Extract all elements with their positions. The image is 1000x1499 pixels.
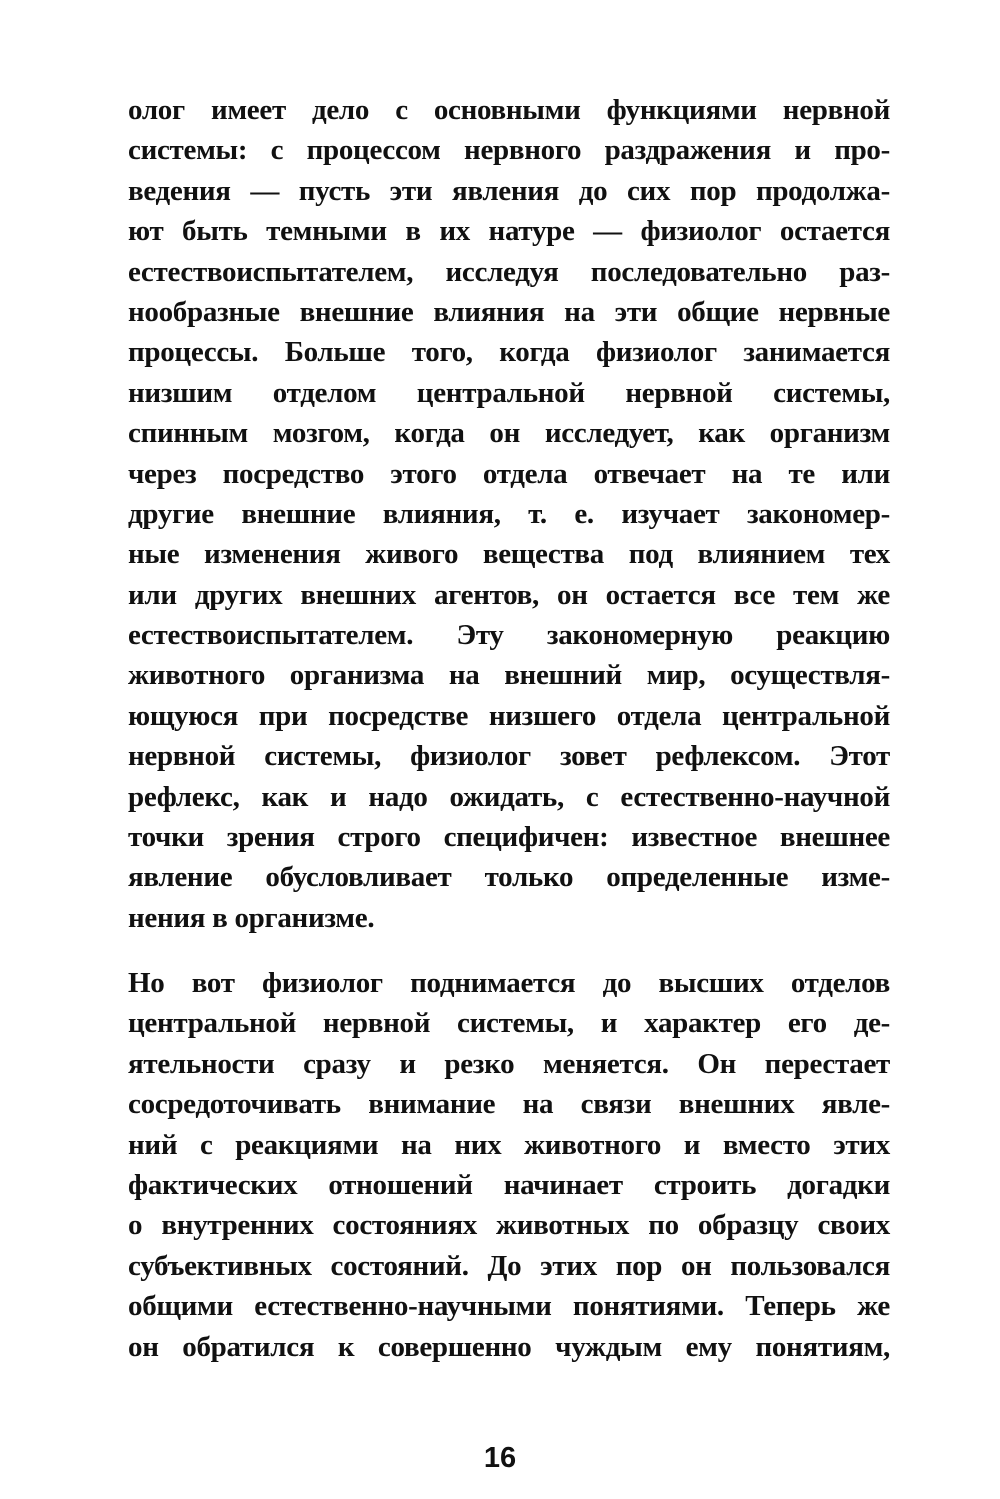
text-line: или других внешних агентов, он остается все тем же xyxy=(128,578,890,611)
text-line: он обратился к совершенно чуждым ему понятиям, xyxy=(128,1330,890,1363)
text-line: ведения — пусть эти явления до сих пор продолжа- xyxy=(128,174,890,207)
text-line: низшим отделом центральной нервной системы, xyxy=(128,376,890,409)
text-line: естествоиспытателем. Эту закономерную реакцию xyxy=(128,619,890,652)
text-line: ний с реакциями на них животного и вместо этих xyxy=(128,1128,890,1161)
text-line: ные изменения живого вещества под влиянием тех xyxy=(128,538,890,571)
text-line: процессы. Больше того, когда физиолог занимается xyxy=(128,336,890,369)
text-line: сосредоточивать внимание на связи внешних явле- xyxy=(128,1088,890,1121)
text-line: естествоиспытателем, исследуя последовательно раз- xyxy=(128,255,890,288)
text-line: системы: с процессом нервного раздражения и про- xyxy=(128,134,890,167)
paragraph-1 xyxy=(128,90,890,938)
text-line: Но вот физиолог поднимается до высших отделов xyxy=(128,967,890,999)
page-number: 16 xyxy=(483,1442,517,1474)
text-line: общими естественно-научными понятиями. Теперь же xyxy=(128,1290,890,1323)
text-line: субъективных состояний. До этих пор он пользовался xyxy=(128,1249,890,1282)
text-line: точки зрения строго специфичен: известное внешнее xyxy=(128,821,890,854)
text-line: ют быть темными в их натуре — физиолог остается xyxy=(128,215,890,248)
text-line: центральной нервной системы, и характер его де- xyxy=(128,1007,890,1040)
text-line: фактических отношений начинает строить догадки xyxy=(128,1168,890,1201)
text-line: другие внешние влияния, т. е. изучает закономер- xyxy=(128,497,890,530)
text-line: спинным мозгом, когда он исследует, как организм xyxy=(128,417,890,450)
text-line: о внутренних состояниях животных по образцу своих xyxy=(128,1209,890,1242)
text-line: нообразные внешние влияния на эти общие нервные xyxy=(128,295,890,328)
text-line: нервной системы, физиолог зовет рефлексом. Этот xyxy=(128,740,890,773)
text-line: через посредство этого отдела отвечает на те или xyxy=(128,457,890,490)
paragraph-2 xyxy=(128,963,890,1367)
text-line: нения в организме. xyxy=(128,901,375,934)
text-line: явление обусловливает только определенные изме- xyxy=(128,861,890,894)
text-line: ющуюся при посредстве низшего отдела центральной xyxy=(128,699,890,732)
text-line: рефлекс, как и надо ожидать, с естественно-научной xyxy=(128,780,890,813)
text-line: олог имеет дело с основными функциями нервной xyxy=(128,94,890,126)
text-line: ятельности сразу и резко меняется. Он перестает xyxy=(128,1047,890,1080)
text-line: животного организма на внешний мир, осуществля- xyxy=(128,659,890,692)
